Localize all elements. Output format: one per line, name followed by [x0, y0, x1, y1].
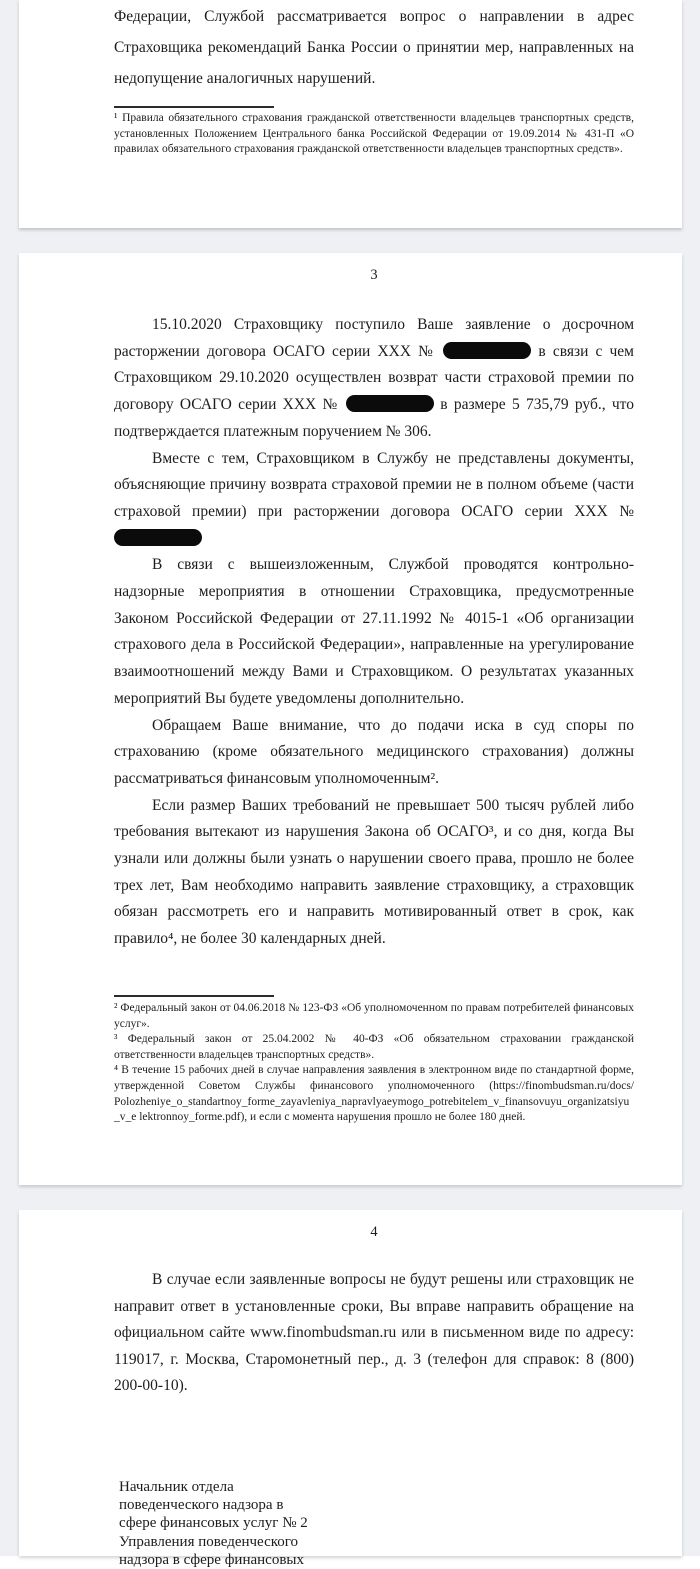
signature-line: Управления поведенческого	[119, 1533, 299, 1550]
footnote: ³ Федеральный закон от 25.04.2002 № 40-ФЗ «Об обязательном страховании гражданской ответственности владельцев транспортных средств».	[114, 1033, 634, 1061]
paragraph: Обращаем Ваше внимание, что до подачи иска в суд споры по страхованию (кроме обязательного медицинского страхования) должны рассматриваться финансовым уполномоченным².	[114, 716, 634, 787]
paragraph: В связи с вышеизложенным, Службой проводятся контрольно-надзорные мероприятия в отношении Страховщика, предусмотренные Законом Российской Федерации от 27.11.1992 № 4015-1 «Об организации страхового дела в Российской Федерации», направленные на урегулирование взаимоотношений между Вами и Страховщиком. О результатах указанных мероприятий Вы будете уведомлены дополнительно.	[114, 556, 634, 707]
page-2-partial	[19, 0, 682, 228]
paragraph: Вместе с тем, Страховщиком в Службу не представлены документы, объясняющие причину возврата страховой премии не в полном объеме (части страховой премии) при расторжении договора ОСАГО серии XXX №	[114, 446, 634, 553]
signature-line: Начальник отдела	[119, 1479, 234, 1495]
page-number: 4	[370, 1224, 378, 1240]
page-2-footnotes	[114, 111, 634, 158]
page-2-body	[114, 1, 634, 94]
footnote-separator	[114, 995, 274, 997]
page-3-body	[114, 312, 634, 953]
signature-block	[119, 1478, 419, 1569]
footnote: ² Федеральный закон от 04.06.2018 № 123-ФЗ «Об уполномоченном по правам потребителей финансовых услуг».	[114, 1002, 634, 1030]
signature-line: сфере финансовых услуг № 2	[119, 1515, 308, 1532]
paragraph: Федерации, Службой рассматривается вопрос о направлении в адрес Страховщика рекомендаций Банка России о принятии мер, направленных на недопущение аналогичных нарушений.	[114, 8, 634, 87]
signature-line: поведенческого надзора в	[119, 1497, 284, 1514]
footnote: ⁴ В течение 15 рабочих дней в случае направления заявления в электронном виде по стандартной форме, утвержденной Советом Службы финансового уполномоченного (https://finombudsman.ru/docs/ Polozheniye_o_standartnoy_forme_zayavleniya_napravlyaeymogo_potrebitelem_v_finansovuyu_organizatsiyu_v_e lektronnoy_forme.pdf), и если с момента нарушения прошло не более 180 дней.	[114, 1064, 634, 1124]
redacted-text	[114, 529, 202, 546]
page-4-body	[114, 1267, 634, 1400]
page-number: 3	[370, 267, 378, 283]
page-3-footnotes	[114, 1001, 634, 1126]
redacted-text	[443, 342, 531, 359]
paragraph: Если размер Ваших требований не превышает 500 тысяч рублей либо требования вытекают из нарушения Закона об ОСАГО³, и со дня, когда Вы узнали или должны были узнать о нарушении своего права, прошло не более трех лет, Вам необходимо направить заявление страховщику, а страховщик обязан рассмотреть его и направить мотивированный ответ в срок, как правило⁴, не более 30 календарных дней.	[114, 796, 634, 948]
page-4	[19, 1210, 682, 1568]
footnote: ¹ Правила обязательного страхования гражданской ответственности владельцев транспортных средств, установленных Положением Центрального банка Российской Федерации от 19.09.2014 № 431-П «О правилах обязательного страхования гражданской ответственности владельцев транспортных средств».	[114, 112, 634, 156]
page-3	[19, 253, 682, 1185]
paragraph: 15.10.2020 Страховщику поступило Ваше заявление о досрочном расторжении договора ОСАГО серии XXX № в связи с чем Страховщиком 29.10.2020 осуществлен возврат части страховой премии по договору ОСАГО серии XXX № в размере 5 735,79 руб., что подтверждается платежным поручением № 306.	[114, 316, 635, 440]
paragraph: В случае если заявленные вопросы не будут решены или страховщик не направит ответ в установленные сроки, Вы вправе направить обращение на официальном сайте www.finombudsman.ru или в письменном виде по адресу: 119017, г. Москва, Старомонетный пер., д. 3 (телефон для справок: 8 (800) 200-00-10).	[114, 1271, 634, 1395]
signature-line: надзора в сфере финансовых	[119, 1551, 304, 1568]
redacted-text	[346, 395, 434, 412]
footnote-separator	[114, 106, 274, 108]
